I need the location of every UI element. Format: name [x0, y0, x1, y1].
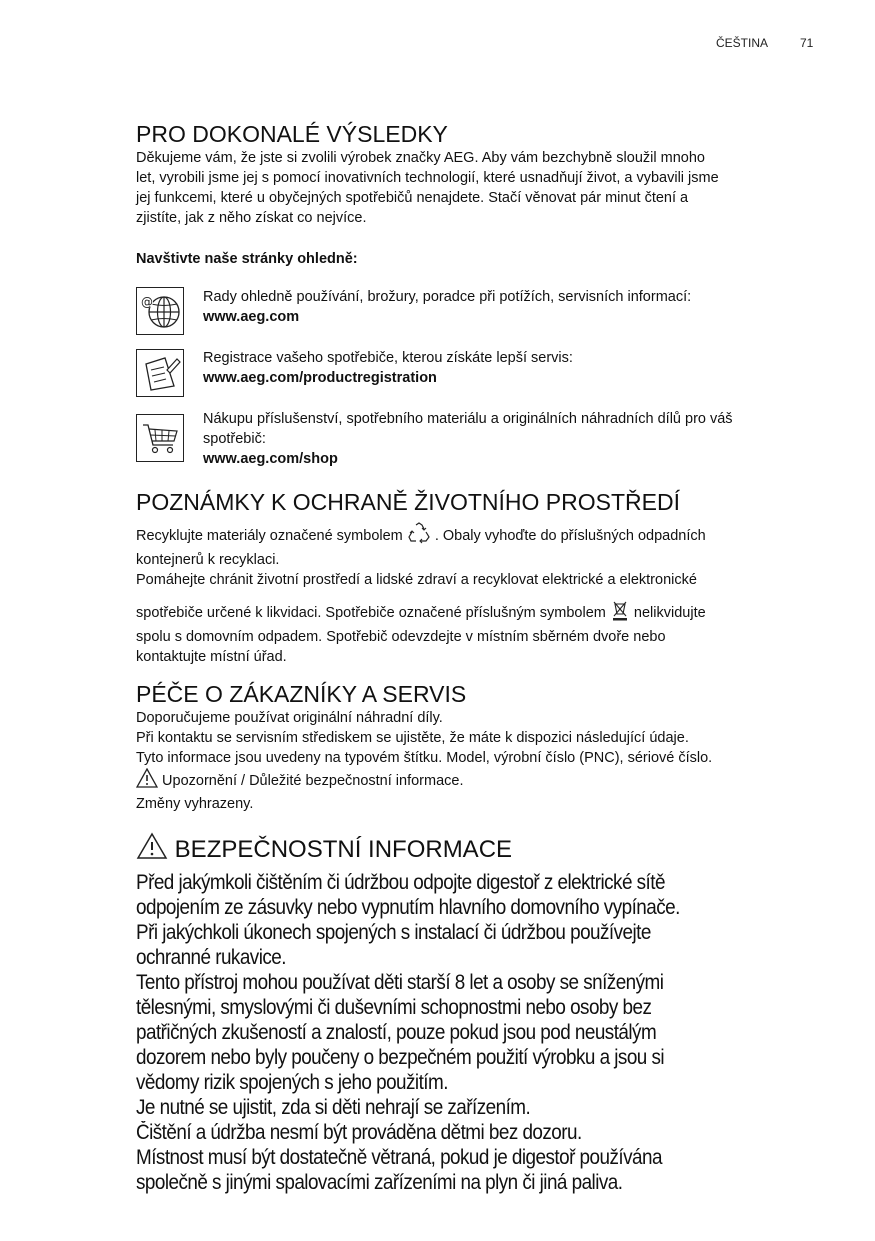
shopping-cart-icon	[136, 414, 184, 462]
warning-icon	[136, 832, 168, 870]
safety-title: BEZPEČNOSTNÍ INFORMACE	[174, 836, 513, 863]
env-text: Pomáhejte chránit životní prostředí a lidské zdraví a recyklovat elektrické a elektronické	[136, 572, 697, 588]
service-line: Doporučujeme používat originální náhradní díly.	[136, 710, 443, 726]
website-description: Nákupu příslušenství, spotřebního materiálu a originálních náhradních dílů pro váš	[203, 411, 733, 427]
visit-label: Navštivte naše stránky ohledně:	[136, 251, 358, 267]
website-description: spotřebič:	[203, 431, 266, 447]
safety-line: Je nutné se ujistit, zda si děti nehrají se zařízením.	[136, 1096, 531, 1119]
website-description: Rady ohledně používání, brožury, poradce při potížích, servisních informací:	[203, 289, 692, 305]
service-warning-text: Upozornění / Důležité bezpečnostní informace.	[162, 772, 464, 789]
safety-line: Před jakýmkoli čištěním či údržbou odpojte digestoř z elektrické sítě	[136, 871, 665, 894]
safety-line: patřičných zkušeností a znalostí, pouze pokud jsou pod neustálým	[136, 1021, 657, 1044]
safety-line: společně s jinými spalovacími zařízeními na plyn či jiná paliva.	[136, 1171, 623, 1194]
env-text: nelikvidujte	[633, 604, 706, 621]
safety-line: Místnost musí být dostatečně větraná, pokud je digestoř používána	[136, 1146, 662, 1169]
website-link[interactable]: www.aeg.com/productregistration	[203, 370, 437, 386]
env-text: spolu s domovním odpadem. Spotřebič odevzdejte v místním sběrném dvoře nebo	[136, 629, 666, 645]
safety-section	[136, 832, 866, 1195]
website-link[interactable]: www.aeg.com/shop	[203, 451, 338, 467]
environment-section	[136, 488, 826, 667]
header-language: ČEŠTINA	[716, 36, 769, 50]
intro-section	[136, 120, 826, 269]
website-description: Registrace vašeho spotřebiče, kterou získáte lepší servis:	[203, 350, 573, 366]
env-text: Recyklujte materiály označené symbolem	[136, 527, 403, 544]
env-text: kontaktujte místní úřad.	[136, 649, 287, 665]
service-title: PÉČE O ZÁKAZNÍKY A SERVIS	[136, 681, 467, 707]
service-section	[136, 680, 826, 814]
environment-title: POZNÁMKY K OCHRANĚ ŽIVOTNÍHO PROSTŘEDÍ	[136, 489, 680, 515]
website-link[interactable]: www.aeg.com	[203, 309, 300, 325]
service-line: Při kontaktu se servisním střediskem se ujistěte, že máte k dispozici následující údaje.	[136, 730, 689, 746]
registration-icon	[136, 349, 184, 397]
safety-line: ochranné rukavice.	[136, 946, 286, 969]
intro-line: Děkujeme vám, že jste si zvolili výrobek značky AEG. Aby vám bezchybně sloužil mnoho	[136, 150, 705, 166]
safety-line: Tento přístroj mohou používat děti starší 8 let a osoby se sníženými	[136, 971, 664, 994]
weee-bin-icon	[610, 599, 630, 627]
safety-line: Při jakýchkoli úkonech spojených s instalací či údržbou používejte	[136, 921, 651, 944]
safety-line: odpojením ze zásuvky nebo vypnutím hlavního domovního vypínače.	[136, 896, 680, 919]
intro-title: PRO DOKONALÉ VÝSLEDKY	[136, 121, 448, 147]
safety-line: tělesnými, smyslovými či duševními schopnostmi nebo osoby bez	[136, 996, 652, 1019]
globe-icon	[136, 287, 184, 335]
recycling-icon	[407, 522, 431, 550]
intro-line: let, vyrobili jsme jej s pomocí inovativních technologií, které usnadňují život, a vybavili jsme	[136, 170, 719, 186]
service-line: Změny vyhrazeny.	[136, 796, 254, 812]
safety-line: dozorem nebo byly poučeny o bezpečném použití výrobku a jsou si	[136, 1046, 665, 1069]
env-text: . Obaly vyhoďte do příslušných odpadních	[434, 527, 706, 544]
env-text: kontejnerů k recyklaci.	[136, 552, 280, 568]
svg-text:@: @	[141, 295, 153, 309]
env-text: spotřebiče určené k likvidaci. Spotřebiče označené příslušným symbolem	[136, 604, 606, 621]
safety-line: Čištění a údržba nesmí být prováděna dětmi bez dozoru.	[136, 1121, 582, 1144]
service-line: Tyto informace jsou uvedeny na typovém štítku. Model, výrobní číslo (PNC), sériové číslo.	[136, 750, 713, 766]
intro-line: jej funkcemi, které u obyčejných spotřebičů nenajdete. Stačí věnovat pár minut čtení a	[136, 190, 689, 206]
safety-line: vědomy rizik spojených s jeho použitím.	[136, 1071, 448, 1094]
warning-icon	[136, 768, 158, 794]
intro-line: zjistíte, jak z něho získat co nejvíce.	[136, 210, 367, 226]
page-number: 71	[800, 36, 814, 50]
